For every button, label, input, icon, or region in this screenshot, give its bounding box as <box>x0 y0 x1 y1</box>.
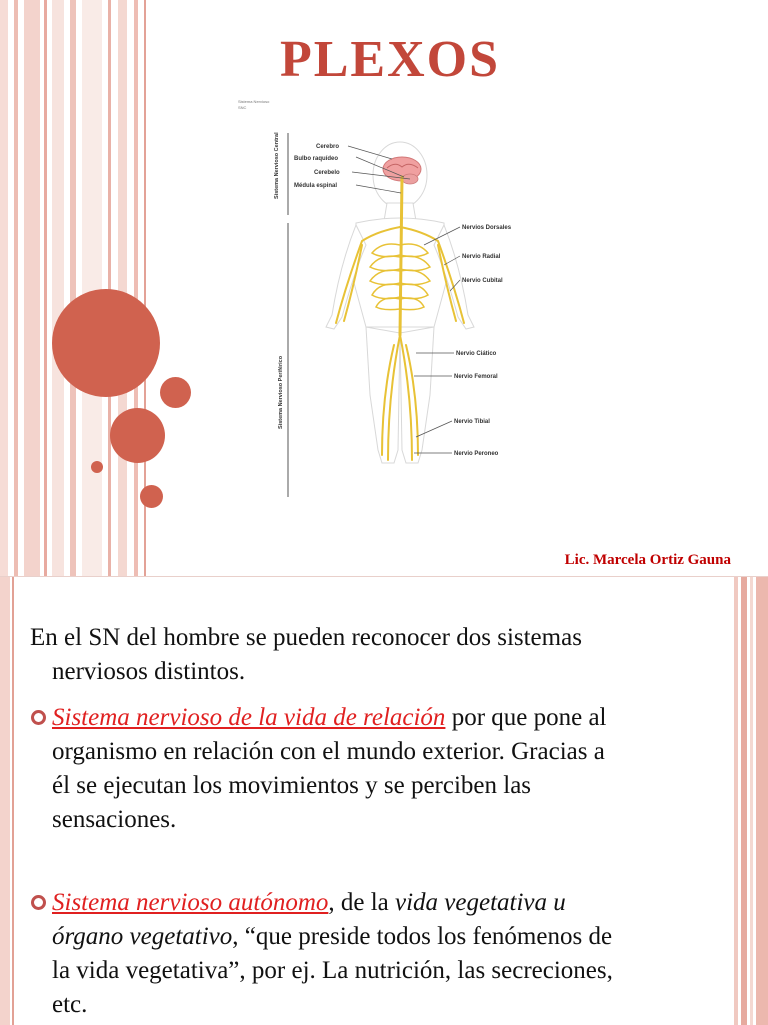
label-cubital: Nervio Cubital <box>462 278 503 284</box>
label-cerebro: Cerebro <box>316 144 340 150</box>
nerves <box>336 177 464 460</box>
decor-stripe <box>82 0 102 576</box>
item-text: etc. <box>52 991 88 1018</box>
item-text: sensaciones. <box>52 806 177 833</box>
slide-title: PLEXOS <box>279 31 501 88</box>
decor-stripe <box>134 0 138 576</box>
decor-circle <box>160 377 191 408</box>
item-text: él se ejecutan los movimientos y se perciben las <box>52 772 532 799</box>
label-periferico: Sistema Nervioso Periférico <box>278 355 284 429</box>
label-tibial: Nervio Tibial <box>454 419 490 425</box>
decor-stripe <box>741 577 747 1025</box>
slide-2 <box>0 576 768 1025</box>
decor-stripe <box>118 0 127 576</box>
slide-body <box>30 621 730 1022</box>
decor-circle <box>110 408 165 463</box>
bullet-item-relacion <box>30 701 730 837</box>
decor-circle <box>140 485 163 508</box>
decor-stripe <box>756 577 768 1025</box>
bullet-item-autonomo <box>30 886 730 1022</box>
author-credit: Lic. Marcela Ortiz Gauna <box>564 552 731 568</box>
decor-stripe <box>44 0 47 576</box>
label-radial: Nervio Radial <box>462 254 501 260</box>
intro-line: En el SN del hombre se pueden reconocer dos sistemas <box>30 624 582 651</box>
item-text: organismo en relación con el mundo exterior. Gracias a <box>52 738 605 765</box>
label-bulbo: Bulbo raquídeo <box>294 156 338 162</box>
decor-stripe <box>52 0 64 576</box>
decor-stripe <box>12 577 14 1025</box>
item-text-italic: vida vegetativa u <box>395 889 566 916</box>
decor-stripe <box>750 577 753 1025</box>
label-medula: Médula espinal <box>294 183 338 189</box>
figure-header: Sistema Nervioso <box>238 99 270 104</box>
nervous-system-figure <box>232 95 544 530</box>
intro-paragraph <box>30 621 730 689</box>
label-central: Sistema Nervioso Central <box>274 132 280 199</box>
bullet-circle-icon <box>31 895 46 910</box>
term-autonomo: Sistema nervioso autónomo <box>52 889 329 916</box>
decor-stripe <box>70 0 76 576</box>
bullet-circle-icon <box>31 710 46 725</box>
intro-line: nerviosos distintos. <box>52 658 246 685</box>
decor-circle <box>91 461 103 473</box>
decor-stripe <box>14 0 18 576</box>
item-text: , de la <box>328 889 396 916</box>
decor-stripe <box>0 577 10 1025</box>
nervous-system-diagram <box>232 95 544 530</box>
label-dorsales: Nervios Dorsales <box>462 225 512 231</box>
item-text: por que pone al <box>445 704 607 731</box>
item-text: la vida vegetativa”, por ej. La nutrición, las secreciones, <box>52 957 613 984</box>
decor-stripe <box>0 0 8 576</box>
decor-stripe <box>734 577 738 1025</box>
decor-stripe <box>108 0 111 576</box>
item-text: , “que preside todos los fenómenos de <box>232 923 613 950</box>
label-femoral: Nervio Femoral <box>454 374 498 380</box>
item-text-italic: órgano vegetativo <box>52 923 233 950</box>
term-relacion: Sistema nervioso de la vida de relación <box>52 704 446 731</box>
label-peroneo: Nervio Peroneo <box>454 451 499 457</box>
decor-circle <box>52 289 160 397</box>
label-ciatico: Nervio Ciático <box>456 351 497 357</box>
decor-stripe <box>24 0 40 576</box>
label-cerebelo: Cerebelo <box>314 170 340 176</box>
figure-header: SNC <box>238 105 247 110</box>
